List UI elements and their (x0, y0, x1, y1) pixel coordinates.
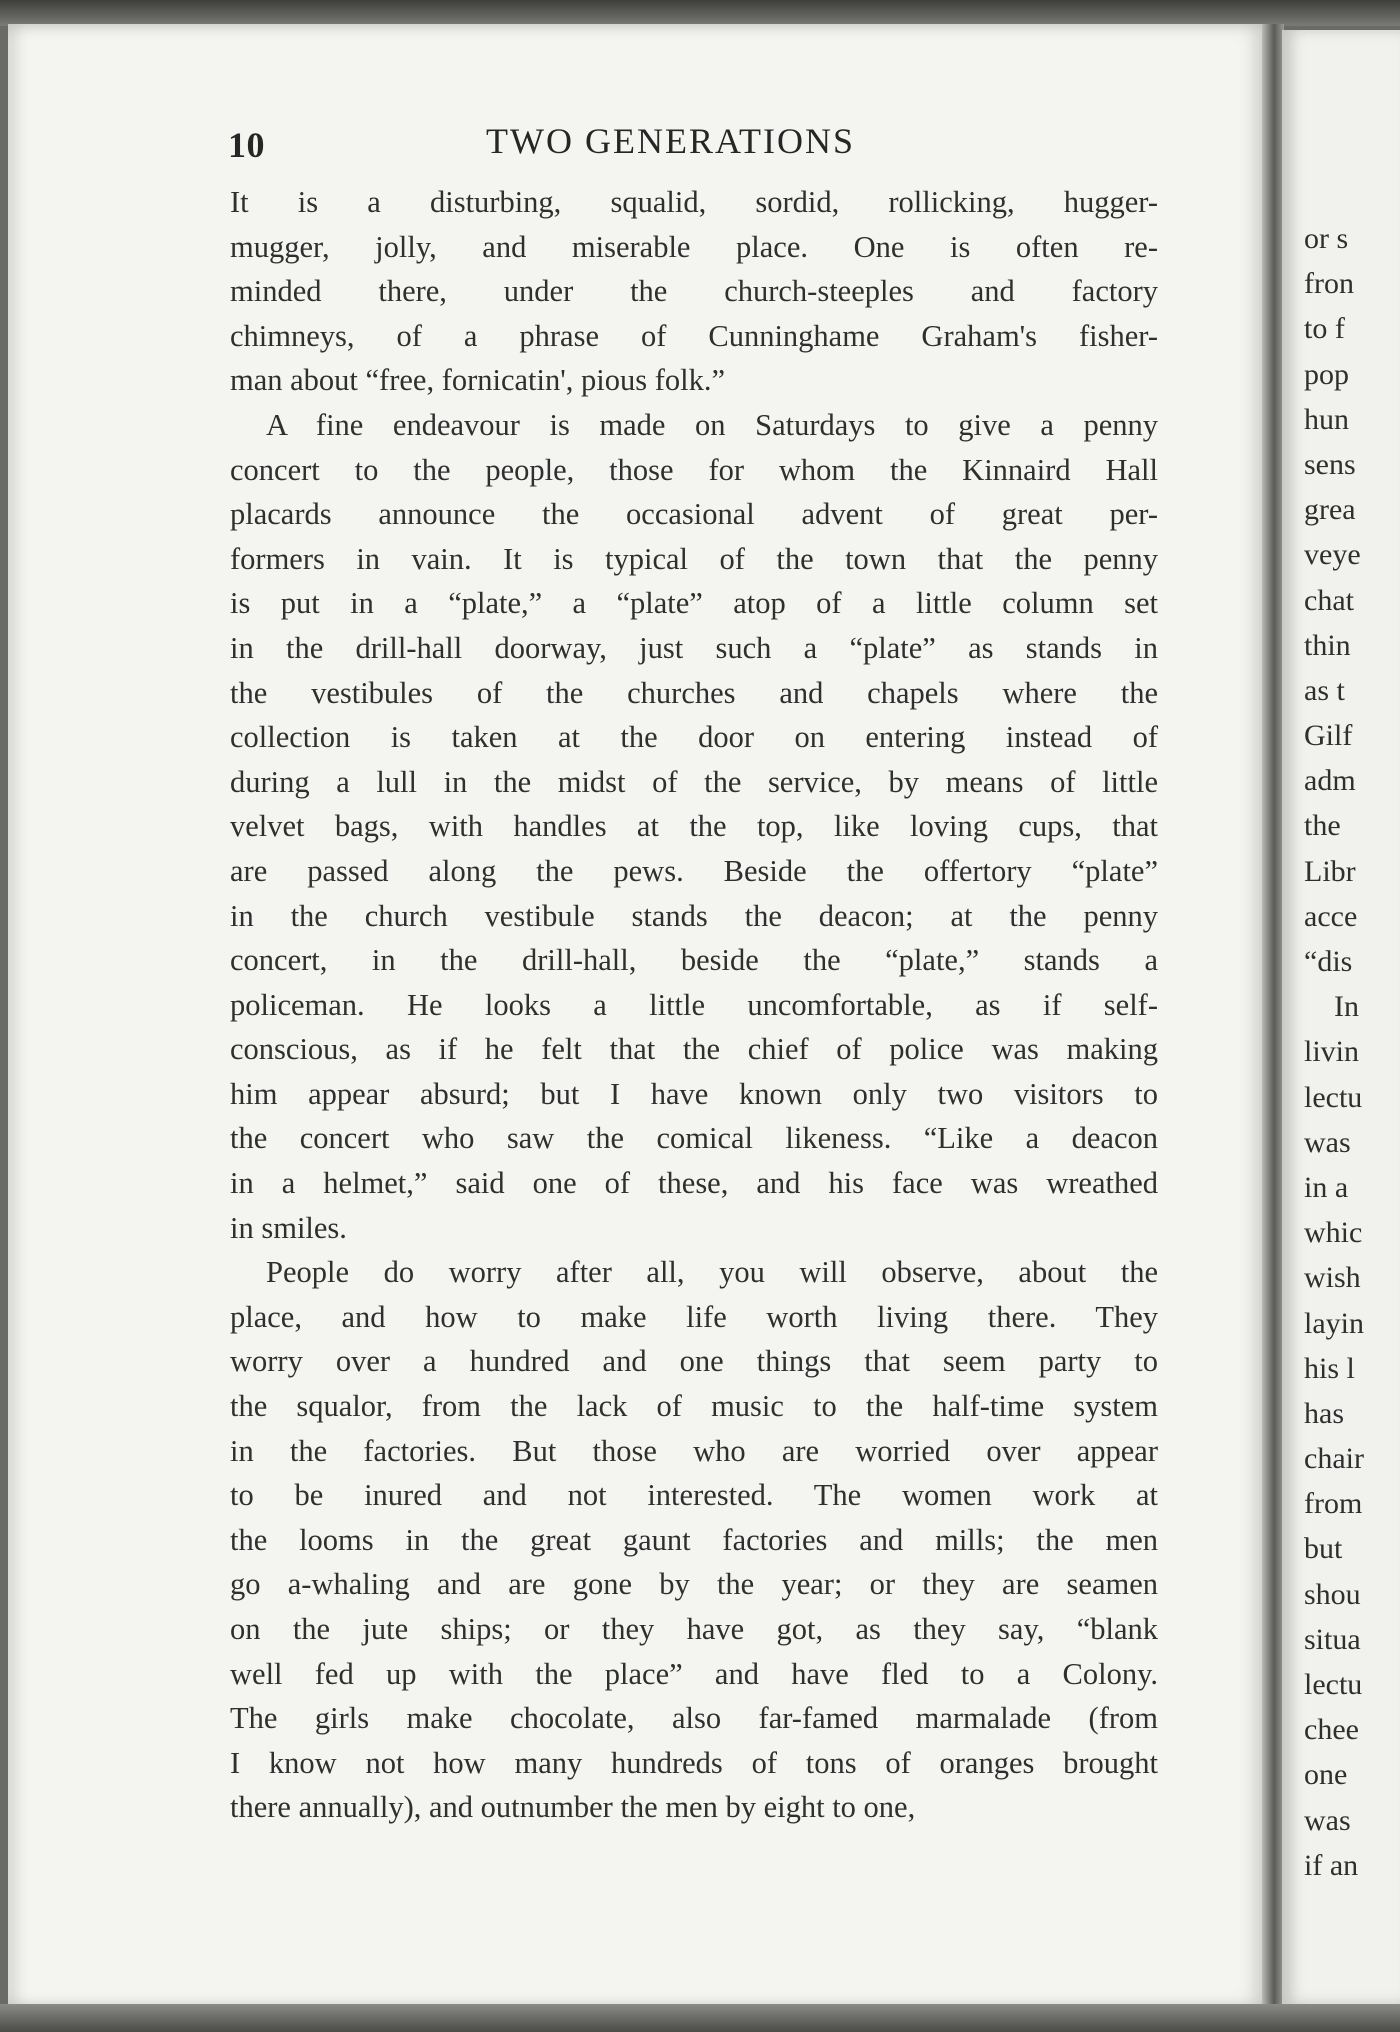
facing-line-fragment: if an (1304, 1848, 1359, 1882)
facing-line-fragment: chee (1304, 1713, 1359, 1747)
facing-line-fragment: thin (1304, 628, 1351, 662)
page-number: 10 (228, 125, 265, 165)
text-line: I know not how many hundreds of tons of oranges brought (230, 1745, 1158, 1780)
facing-line-fragment: one (1304, 1758, 1348, 1792)
text-line: during a lull in the midst of the service, by means of little (230, 764, 1158, 799)
text-line: The girls make chocolate, also far-famed marmalade (from (230, 1701, 1158, 1736)
running-title: TWO GENERATIONS (486, 121, 855, 161)
book-gutter (1262, 24, 1284, 2008)
text-line: It is a disturbing, squalid, sordid, rollicking, hugger- (230, 185, 1158, 219)
facing-line-fragment: wish (1304, 1261, 1361, 1295)
facing-line-fragment: adm (1304, 764, 1356, 798)
text-line: on the jute ships; or they have got, as they say, “blank (230, 1612, 1158, 1646)
facing-line-fragment: veye (1304, 538, 1361, 572)
facing-line-fragment: the (1304, 809, 1341, 843)
facing-line-fragment: “dis (1304, 945, 1353, 978)
facing-line-fragment: Libr (1304, 854, 1356, 888)
text-line: concert to the people, those for whom the Kinnaird Hall (230, 452, 1158, 487)
scan-bottom-edge (0, 2004, 1400, 2032)
text-line: go a-whaling and are gone by the year; or they are seamen (230, 1567, 1158, 1602)
paragraph (230, 180, 1158, 403)
facing-line-fragment: was (1304, 1125, 1351, 1159)
facing-line-fragment: shou (1304, 1577, 1361, 1611)
page-header (228, 118, 1128, 178)
facing-line-fragment: whic (1304, 1216, 1363, 1250)
facing-line-fragment: grea (1304, 493, 1356, 527)
text-line: mugger, jolly, and miserable place. One is often re- (230, 229, 1158, 264)
facing-line-fragment: lectu (1304, 1080, 1363, 1114)
facing-line-fragment: acce (1304, 899, 1358, 933)
facing-line-fragment: in a (1304, 1170, 1349, 1204)
text-line: in the church vestibule stands the deacon; at the penny (230, 898, 1158, 933)
facing-page-text (1304, 216, 1364, 1888)
facing-line-fragment: was (1304, 1803, 1351, 1837)
facing-line-fragment: fron (1304, 267, 1354, 301)
text-line: chimneys, of a phrase of Cunninghame Graham's fisher- (230, 318, 1158, 353)
text-line: place, and how to make life worth living there. They (230, 1299, 1158, 1334)
text-line: to be inured and not interested. The women work at (230, 1478, 1158, 1513)
scan-top-edge (0, 0, 1400, 26)
text-line: placards announce the occasional advent of great per- (230, 497, 1158, 532)
text-line: collection is taken at the door on entering instead of (230, 720, 1158, 755)
text-line: concert, in the drill-hall, beside the “plate,” stands a (230, 943, 1158, 978)
facing-line-fragment: to f (1304, 312, 1345, 346)
paragraph (230, 403, 1158, 1250)
text-line: there annually), and outnumber the men by eight to one, (230, 1790, 916, 1825)
facing-line-fragment: from (1304, 1487, 1363, 1521)
text-line: policeman. He looks a little uncomfortable, as if self- (230, 987, 1158, 1022)
text-line: in a helmet,” said one of these, and his face was wreathed (230, 1166, 1158, 1201)
facing-line-fragment: situa (1304, 1622, 1361, 1656)
text-line: man about “free, fornicatin', pious folk.” (230, 363, 726, 398)
facing-line-fragment: In (1334, 990, 1359, 1024)
facing-line-fragment: chat (1304, 583, 1354, 617)
text-line: the looms in the great gaunt factories and mills; the men (230, 1522, 1158, 1557)
text-line: formers in vain. It is typical of the town that the penny (230, 541, 1158, 576)
facing-line-fragment: layin (1304, 1306, 1364, 1340)
facing-line-fragment: lectu (1304, 1668, 1363, 1701)
text-line: minded there, under the church-steeples and factory (230, 274, 1158, 309)
page-body (230, 180, 1158, 1830)
text-line: in the drill-hall doorway, just such a “plate” as stands in (230, 630, 1158, 665)
text-line: well fed up with the place” and have fled to a Colony. (230, 1656, 1158, 1691)
text-line: is put in a “plate,” a “plate” atop of a little column set (230, 586, 1158, 621)
facing-line-fragment: chair (1304, 1442, 1364, 1476)
text-line: the vestibules of the churches and chapels where the (230, 675, 1158, 710)
facing-line-fragment: livin (1304, 1035, 1360, 1069)
text-line: velvet bags, with handles at the top, like loving cups, that (230, 809, 1158, 844)
facing-line-fragment: his l (1304, 1351, 1355, 1385)
text-line: in smiles. (230, 1210, 347, 1245)
facing-line-fragment: Gilf (1304, 719, 1353, 753)
facing-line-fragment: has (1304, 1396, 1344, 1430)
text-line: are passed along the pews. Beside the offertory “plate” (230, 853, 1158, 888)
facing-line-fragment: sens (1304, 447, 1356, 481)
text-line: him appear absurd; but I have known only two visitors to (230, 1076, 1158, 1111)
text-line: conscious, as if he felt that the chief of police was making (230, 1032, 1158, 1067)
text-line: in the factories. But those who are worried over appear (230, 1433, 1158, 1468)
text-line: the squalor, from the lack of music to the half-time system (230, 1389, 1158, 1424)
facing-page (1282, 30, 1400, 2004)
text-line: the concert who saw the comical likeness. “Like a deacon (230, 1121, 1158, 1156)
facing-line-fragment: hun (1304, 402, 1349, 436)
facing-line-fragment: as t (1304, 673, 1345, 707)
facing-line-fragment: pop (1304, 357, 1349, 391)
paragraph (230, 1250, 1158, 1830)
text-line: A fine endeavour is made on Saturdays to give a penny (266, 407, 1158, 442)
facing-line-fragment: but (1304, 1532, 1343, 1566)
text-line: worry over a hundred and one things that seem party to (230, 1344, 1158, 1379)
facing-line-fragment: or s (1304, 222, 1349, 255)
text-line: People do worry after all, you will observe, about the (266, 1255, 1158, 1290)
